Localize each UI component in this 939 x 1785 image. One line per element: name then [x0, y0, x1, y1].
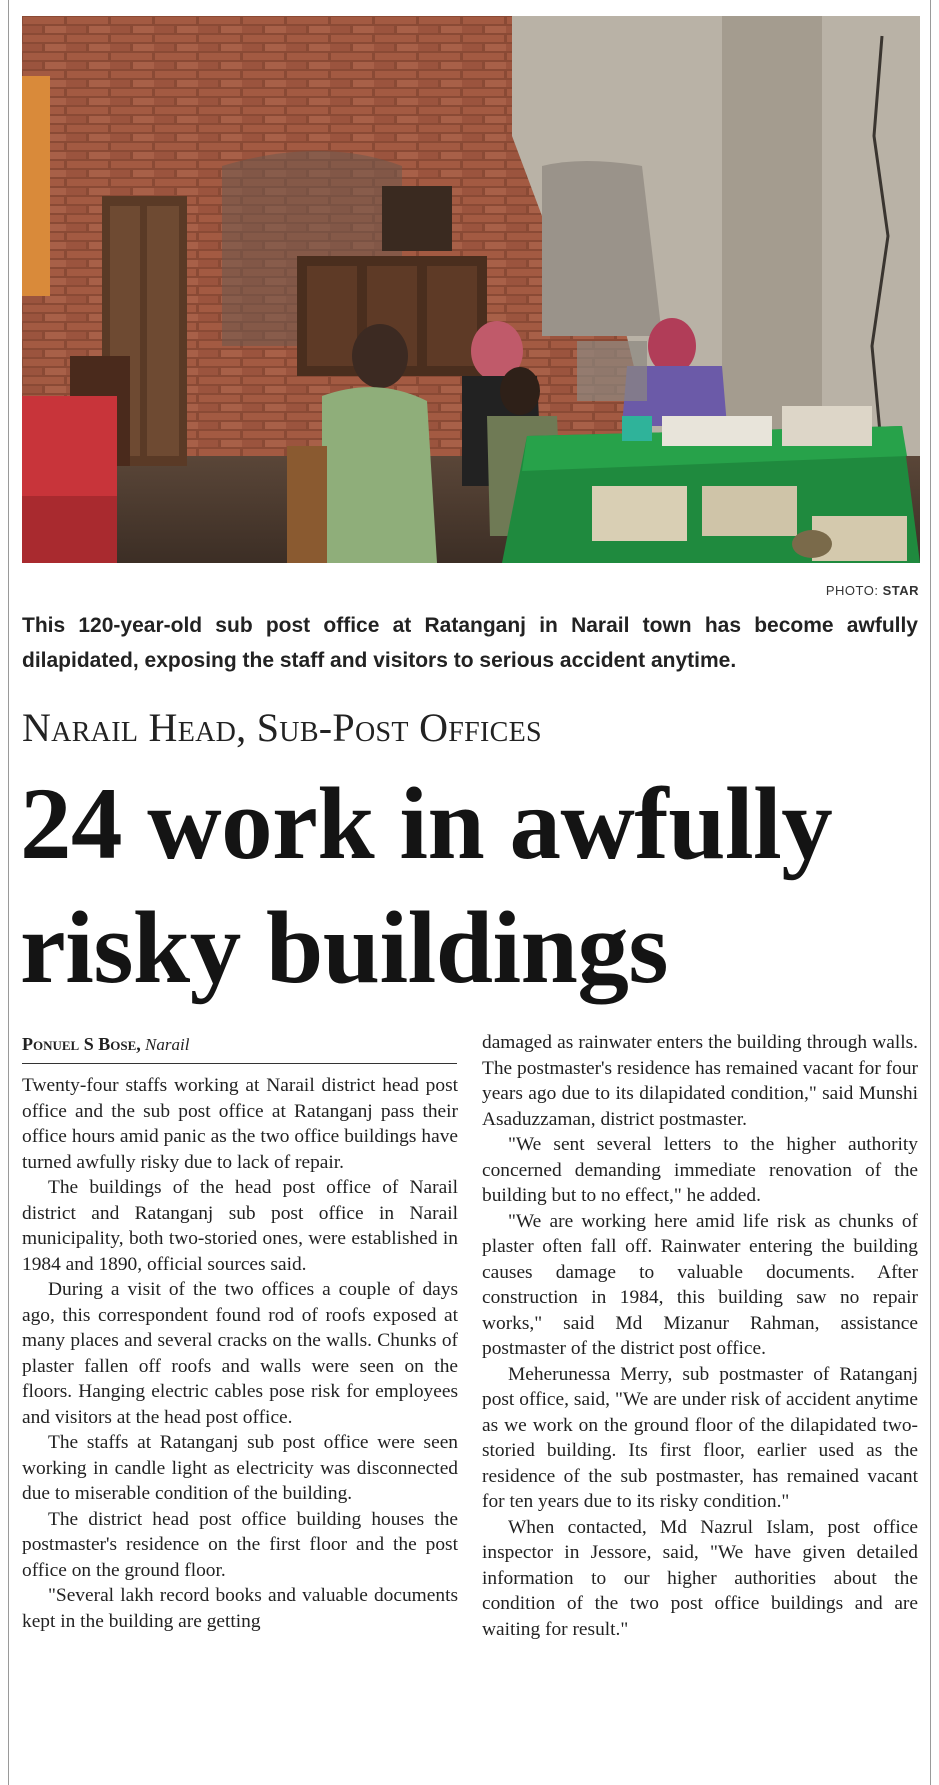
article-column-2 — [482, 1030, 918, 1642]
article-column-1 — [22, 1073, 458, 1634]
paragraph: The staffs at Ratanganj sub post office were seen working in candle light as electricity was disconnected due to miserable condition of the building. — [22, 1432, 458, 1504]
paragraph: damaged as rainwater enters the building through walls. The postmaster's residence has remained vacant for four years ago due to its dilapidated condition," said Munshi Asaduzzaman, district postmaster. — [482, 1032, 918, 1130]
kicker: Narail Head, Sub-Post Offices — [22, 705, 542, 750]
article-photo — [22, 16, 920, 563]
byline-location: Narail — [145, 1035, 190, 1054]
paragraph: The district head post office building houses the postmaster's residence on the first floor and the post office on the ground floor. — [22, 1508, 458, 1581]
byline — [22, 1034, 189, 1055]
byline-divider — [22, 1063, 457, 1064]
paragraph: Twenty-four staffs working at Narail district head post office and the sub post office at Ratanganj pass their office hours amid panic as the two office buildings have turned awfully risky due to lack of repair. — [22, 1075, 458, 1173]
photo-caption: This 120-year-old sub post office at Ratanganj in Narail town has become awfully dilapidated, exposing the staff and visitors to serious accident anytime. — [22, 614, 918, 672]
paragraph: "Several lakh record books and valuable documents kept in the building are getting — [22, 1585, 458, 1632]
paragraph: During a visit of the two offices a couple of days ago, this correspondent found rod of roofs exposed at many places and several cracks on the walls. Chunks of plaster fallen off roofs and walls were seen on the floors. Hanging electric cables pose risk for employees and visitors at the head post office. — [22, 1279, 458, 1428]
paragraph: The buildings of the head post office of Narail district and Ratanganj sub post office in Narail municipality, both two-storied ones, were established in 1984 and 1890, official sources said. — [22, 1177, 458, 1275]
photo-credit: PHOTO: STAR — [825, 583, 919, 598]
page-border-right — [930, 0, 931, 1785]
paragraph: "We are working here amid life risk as chunks of plaster often fall off. Rainwater entering the building causes damage to valuable documents. After construction in 1984, this building saw no repair works," said Md Mizanur Rahman, assistance postmaster of the district post office. — [482, 1210, 918, 1359]
page-border-left — [8, 0, 9, 1785]
paragraph: Meherunessa Merry, sub postmaster of Ratanganj post office, said, "We are under risk of accident anytime as we work on the ground floor of the dilapidated two-storied building. Its first floor, earlier used as the residence of the sub postmaster, has remained vacant for ten years due to its risky condition." — [482, 1363, 918, 1512]
headline: 24 work in awfully risky buildings — [20, 767, 833, 1005]
paragraph: "We sent several letters to the higher authority concerned demanding immediate renovation of the building but to no effect," he added. — [482, 1134, 918, 1206]
paragraph: When contacted, Md Nazrul Islam, post office inspector in Jessore, said, "We have given detailed information to our higher authorities about the condition of the two post office buildings and are waiting for result." — [482, 1516, 918, 1640]
byline-author: Ponuel S Bose, — [22, 1034, 141, 1054]
